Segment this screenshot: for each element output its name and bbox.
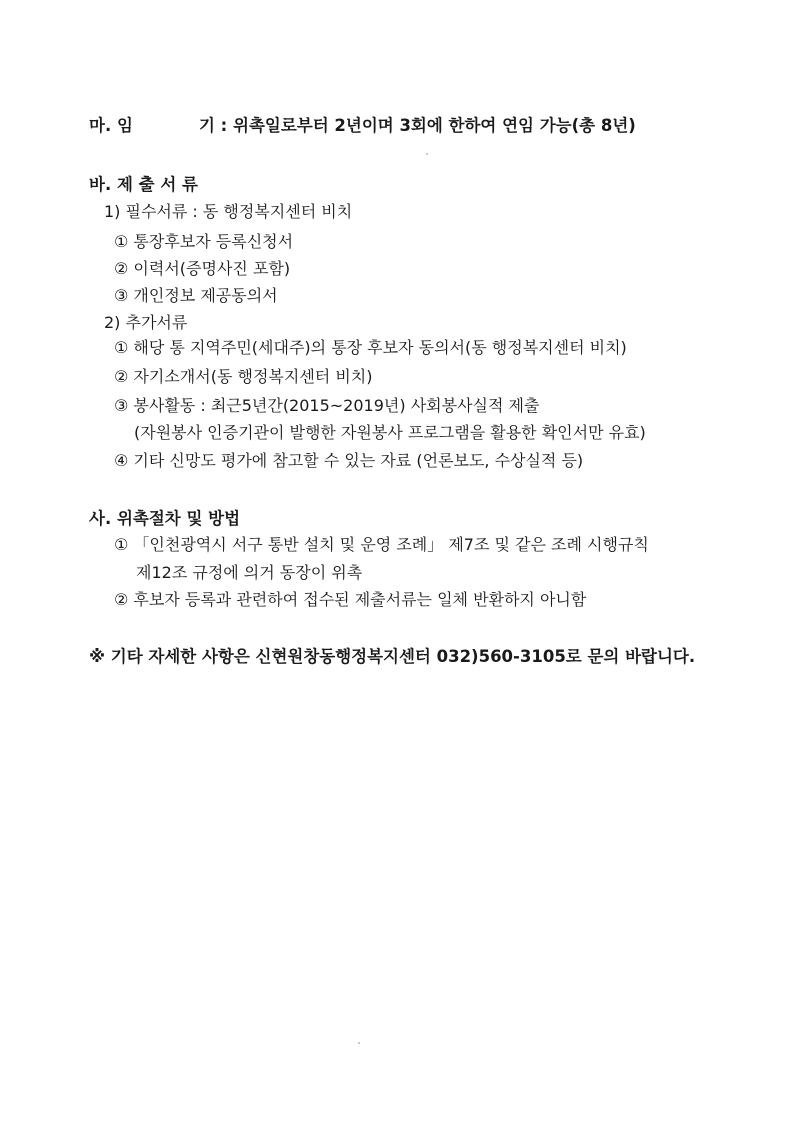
required-doc-item: ② 이력서(증명사진 포함): [114, 259, 291, 278]
required-doc-item: ① 통장후보자 등록신청서: [114, 232, 294, 251]
section-ma-label: 마. 임: [89, 116, 133, 135]
additional-doc-item: ② 자기소개서(동 행정복지센터 비치): [114, 367, 373, 386]
required-docs-title: 1) 필수서류 : 동 행정복지센터 비치: [104, 202, 353, 221]
contact-notice: ※ 기타 자세한 사항은 신현원창동행정복지센터 032)560-3105로 문의 바랍니다.: [89, 647, 696, 666]
scan-speck: [426, 153, 428, 155]
additional-docs-title: 2) 추가서류: [104, 313, 188, 332]
section-ba-heading: 바. 제 출 서 류: [89, 175, 198, 194]
procedure-item-continued: 제12조 규정에 의거 동장이 위촉: [136, 563, 363, 582]
required-doc-item: ③ 개인정보 제공동의서: [114, 286, 278, 305]
procedure-item: ② 후보자 등록과 관련하여 접수된 제출서류는 일체 반환하지 아니함: [114, 590, 587, 609]
scan-speck: [358, 1042, 360, 1044]
additional-doc-item-note: (자원봉사 인증기관이 발행한 자원봉사 프로그램을 활용한 확인서만 유효): [134, 423, 646, 442]
additional-doc-item: ④ 기타 신망도 평가에 참고할 수 있는 자료 (언론보도, 수상실적 등): [114, 451, 584, 470]
section-ma-text: 기 : 위촉일로부터 2년이며 3회에 한하여 연임 가능(총 8년): [199, 116, 636, 135]
additional-doc-item: ③ 봉사활동 : 최근5년간(2015~2019년) 사회봉사실적 제출: [114, 396, 540, 415]
additional-doc-item: ① 해당 통 지역주민(세대주)의 통장 후보자 동의서(동 행정복지센터 비치): [114, 338, 627, 357]
section-sa-heading: 사. 위촉절차 및 방법: [89, 509, 241, 528]
procedure-item: ① 「인천광역시 서구 통반 설치 및 운영 조례」 제7조 및 같은 조례 시행규칙: [114, 535, 649, 554]
